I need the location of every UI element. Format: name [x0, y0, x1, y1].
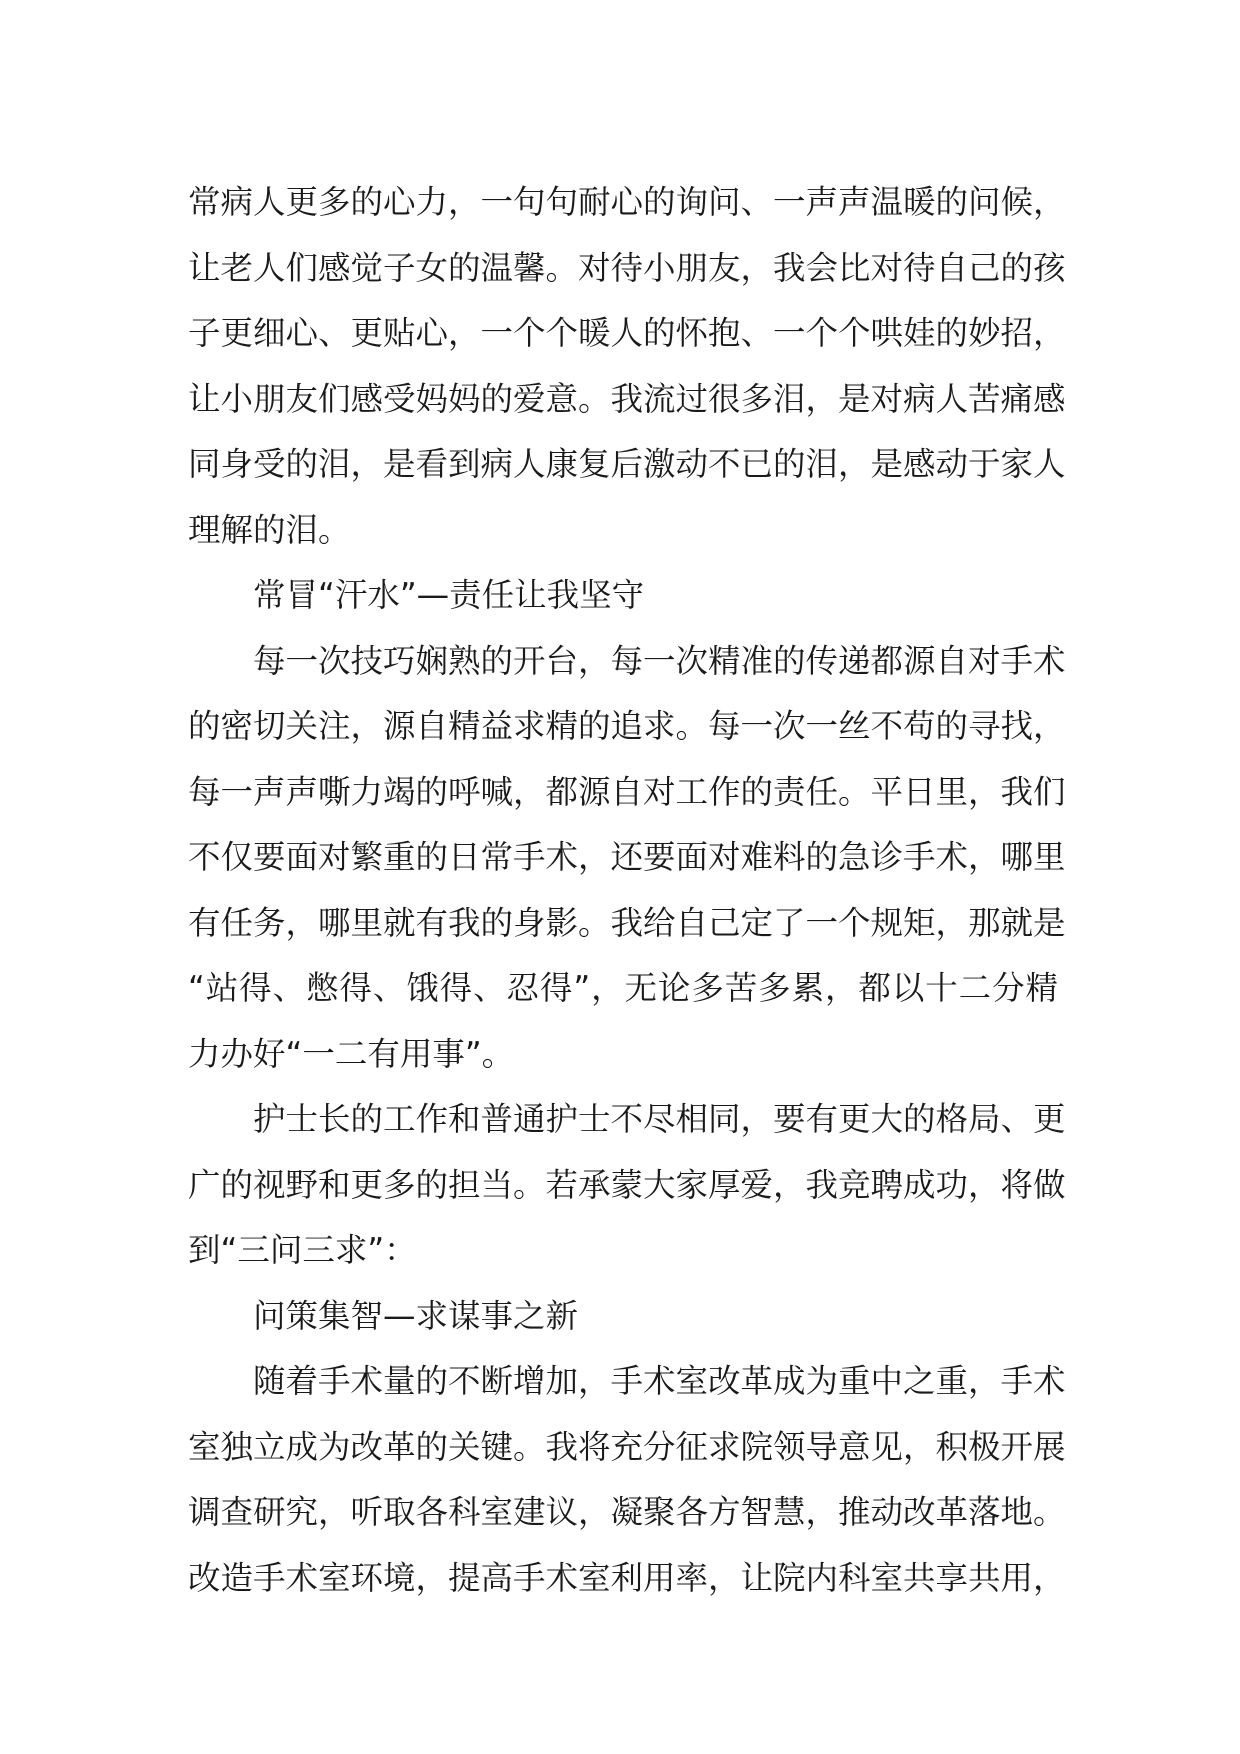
- text-line: 常病人更多的心力，一句句耐心的询问、一声声温暖的问候，: [188, 183, 1066, 221]
- text-line: 随着手术量的不断增加，手术室改革成为重中之重，手术: [253, 1362, 1066, 1400]
- text-line: 调查研究，听取各科室建议，凝聚各方智慧，推动改革落地。: [188, 1493, 1066, 1531]
- text-line: 改造手术室环境，提高手术室利用率，让院内科室共享共用，: [188, 1558, 1066, 1597]
- text-line: 让老人们感觉子女的温馨。对待小朋友，我会比对待自己的孩: [188, 248, 1066, 287]
- text-line: “站得、憋得、饿得、忍得”，无论多苦多累，都以十二分精: [188, 969, 1058, 1007]
- text-line: 室独立成为改革的关键。我将充分征求院领导意见，积极开展: [188, 1427, 1066, 1466]
- text-line: 常冒“汗水”—责任让我坚守: [253, 576, 645, 614]
- text-line: 子更细心、更贴心，一个个暖人的怀抱、一个个哄娃的妙招，: [188, 314, 1066, 352]
- document-page: [188, 170, 1066, 1611]
- text-line: 有任务，哪里就有我的身影。我给自己定了一个规矩，那就是: [188, 903, 1066, 942]
- text-line: 力办好“一二有用事”。: [188, 1034, 515, 1073]
- text-line: 同身受的泪，是看到病人康复后激动不已的泪，是感动于家人: [188, 445, 1066, 483]
- text-line: 的密切关注，源自精益求精的追求。每一次一丝不苟的寻找，: [188, 707, 1066, 745]
- text-line: 每一声声嘶力竭的呼喊，都源自对工作的责任。平日里，我们: [188, 772, 1066, 811]
- text-line: 理解的泪。: [188, 510, 351, 549]
- text-line: 每一次技巧娴熟的开台，每一次精准的传递都源自对手术: [253, 641, 1066, 680]
- text-line: 不仅要面对繁重的日常手术，还要面对难料的急诊手术，哪里: [188, 838, 1066, 876]
- text-line: 让小朋友们感受妈妈的爱意。我流过很多泪，是对病人苦痛感: [188, 379, 1066, 418]
- text-line: 广的视野和更多的担当。若承蒙大家厚爱，我竞聘成功，将做: [188, 1165, 1066, 1204]
- text-line: 护士长的工作和普通护士不尽相同，要有更大的格局、更: [253, 1100, 1066, 1138]
- text-line: 问策集智—求谋事之新: [253, 1296, 579, 1335]
- text-line: 到“三问三求”：: [188, 1231, 417, 1269]
